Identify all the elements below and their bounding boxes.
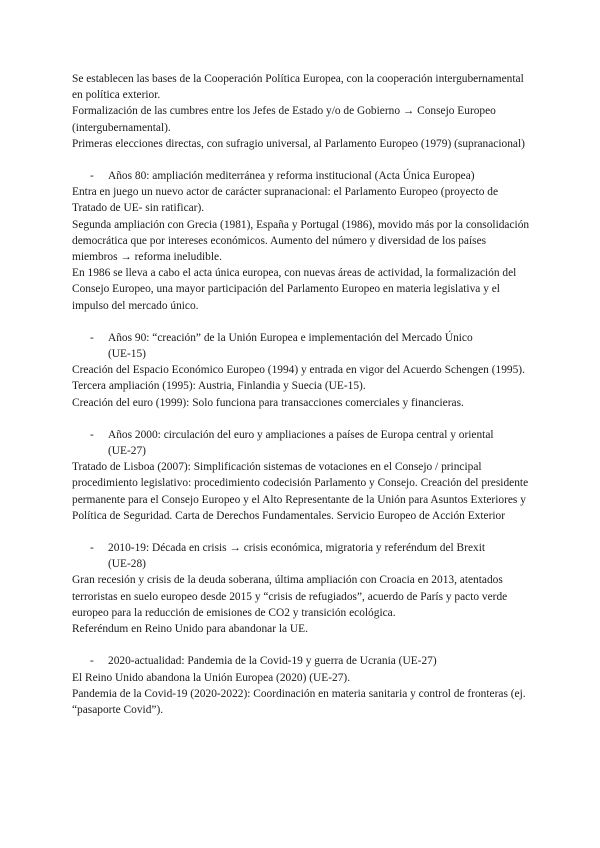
bullet-dash: - (90, 428, 94, 441)
section-paragraph: Creación del euro (1999): Solo funciona para transacciones comerciales y financieras. (72, 396, 464, 409)
section-heading-text: Años 2000: circulación del euro y ampliaciones a países de Europa central y oriental (108, 428, 494, 441)
intro-paragraph: Se establecen las bases de la Cooperación Política Europea, con la cooperación intergubernamental en política exterior. (72, 73, 524, 102)
section-paragraph: Tercera ampliación (1995): Austria, Finlandia y Suecia (UE-15). (72, 380, 366, 393)
section-paragraph: Pandemia de la Covid-19 (2020-2022): Coordinación en materia sanitaria y control de fronteras (ej. “pasaporte Covid”). (72, 687, 526, 716)
section-paragraph: Gran recesión y crisis de la deuda soberana, última ampliación con Croacia en 2013, atentados terroristas en suelo europeo desde 2015 y “crisis de refugiados”, acuerdo de París y pacto verde europeo para la reducción de emisiones de CO2 y transición ecológica. (72, 574, 508, 619)
section-heading (72, 653, 532, 669)
bullet-dash: - (90, 655, 94, 668)
section-heading (72, 540, 532, 572)
section-heading-continuation: (UE-27) (108, 445, 146, 458)
bullet-dash: - (90, 542, 94, 555)
section-heading-text: Años 80: ampliación mediterránea y reforma institucional (Acta Única Europea) (108, 170, 475, 183)
section-heading-continuation: (UE-15) (108, 348, 146, 361)
section-paragraph: En 1986 se lleva a cabo el acta única europea, con nuevas áreas de actividad, la formalización del Consejo Europeo, una mayor participación del Parlamento Europeo en materia legislativa y el impulso del mercado único. (72, 267, 517, 312)
section-heading-text: Años 90: “creación” de la Unión Europea e implementación del Mercado Único (108, 331, 473, 344)
bullet-dash: - (90, 170, 94, 183)
section-paragraph: El Reino Unido abandona la Unión Europea (2020) (UE-27). (72, 671, 351, 684)
section-paragraph: Tratado de Lisboa (2007): Simplificación sistemas de votaciones en el Consejo / principal procedimiento legislativo: procedimiento codecisión Parlamento y Consejo. Creación del presidente permanente para el Consejo Europeo y el Alto Representante de la Unión para Asuntos Exteriores y Política de Seguridad. Carta de Derechos Fundamentales. Servicio Europeo de Acción Exterior (72, 461, 529, 522)
bullet-dash: - (90, 331, 94, 344)
section-heading-text: 2020-actualidad: Pandemia de la Covid-19 y guerra de Ucrania (UE-27) (108, 655, 437, 668)
section-paragraph: Referéndum en Reino Unido para abandonar la UE. (72, 623, 308, 636)
section-heading (72, 330, 532, 362)
section-heading-text: 2010-19: Década en crisis → crisis económica, migratoria y referéndum del Brexit (108, 542, 486, 555)
section-paragraph: Creación del Espacio Económico Europeo (1994) y entrada en vigor del Acuerdo Schengen (1995). (72, 364, 525, 377)
section-paragraph: Segunda ampliación con Grecia (1981), España y Portugal (1986), movido más por la consolidación democrática que por intereses económicos. Aumento del número y diversidad de los países miembros → reforma ineludible. (72, 218, 530, 264)
intro-paragraph: Formalización de las cumbres entre los Jefes de Estado y/o de Gobierno → Consejo Europeo (intergubernamental). (72, 105, 496, 134)
section-heading-continuation: (UE-28) (108, 558, 146, 571)
intro-paragraph: Primeras elecciones directas, con sufragio universal, al Parlamento Europeo (1979) (supranacional) (72, 137, 525, 150)
section-heading (72, 168, 532, 184)
document-body (72, 71, 532, 718)
section-heading (72, 427, 532, 459)
section-paragraph: Entra en juego un nuevo actor de carácter supranacional: el Parlamento Europeo (proyecto de Tratado de UE- sin ratificar). (72, 186, 499, 215)
